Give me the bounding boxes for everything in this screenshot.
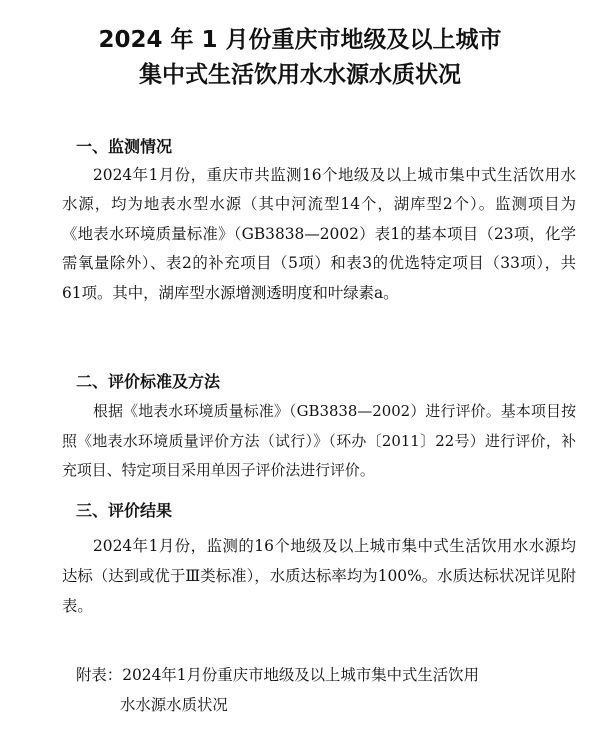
attachment-title-line-1: 2024年1月份重庆市地级及以上城市集中式生活饮用 xyxy=(122,666,479,684)
section-heading-results: 三、评价结果 xyxy=(76,501,173,520)
section-heading-standards: 二、评价标准及方法 xyxy=(76,372,221,391)
document-title-line-2: 集中式生活饮用水水源水质状况 xyxy=(139,62,461,88)
section-body-results: 2024年1月份，监测的16个地级及以上城市集中式生活饮用水水源均达标（达到或优于Ⅲ类标准），水质达标率均为100%。水质达标状况详见附表。 xyxy=(62,537,576,615)
document-title-line-1: 2024 年 1 月份重庆市地级及以上城市 xyxy=(98,27,502,53)
section-body-monitoring: 2024年1月份，重庆市共监测16个地级及以上城市集中式生活饮用水水源，均为地表水型水源（其中河流型14个，湖库型2个）。监测项目为《地表水环境质量标准》（GB3838—2002）表1的基本项目（23项，化学需氧量除外）、表2的补充项目（5项）和表3的优选特定项目（33项），共61项。其中，湖库型水源增测透明度和叶绿素a。 xyxy=(62,166,576,302)
attachment-title-line-2: 水水源水质状况 xyxy=(120,696,228,714)
section-heading-monitoring: 一、监测情况 xyxy=(76,137,173,156)
attachment-note xyxy=(76,660,576,720)
section-body-standards: 根据《地表水环境质量标准》（GB3838—2002）进行评价。基本项目按照《地表水环境质量评价方法（试行）》（环办〔2011〕22号）进行评价，补充项目、特定项目采用单因子评价法进行评价。 xyxy=(62,402,576,480)
attachment-label: 附表： xyxy=(76,666,123,684)
